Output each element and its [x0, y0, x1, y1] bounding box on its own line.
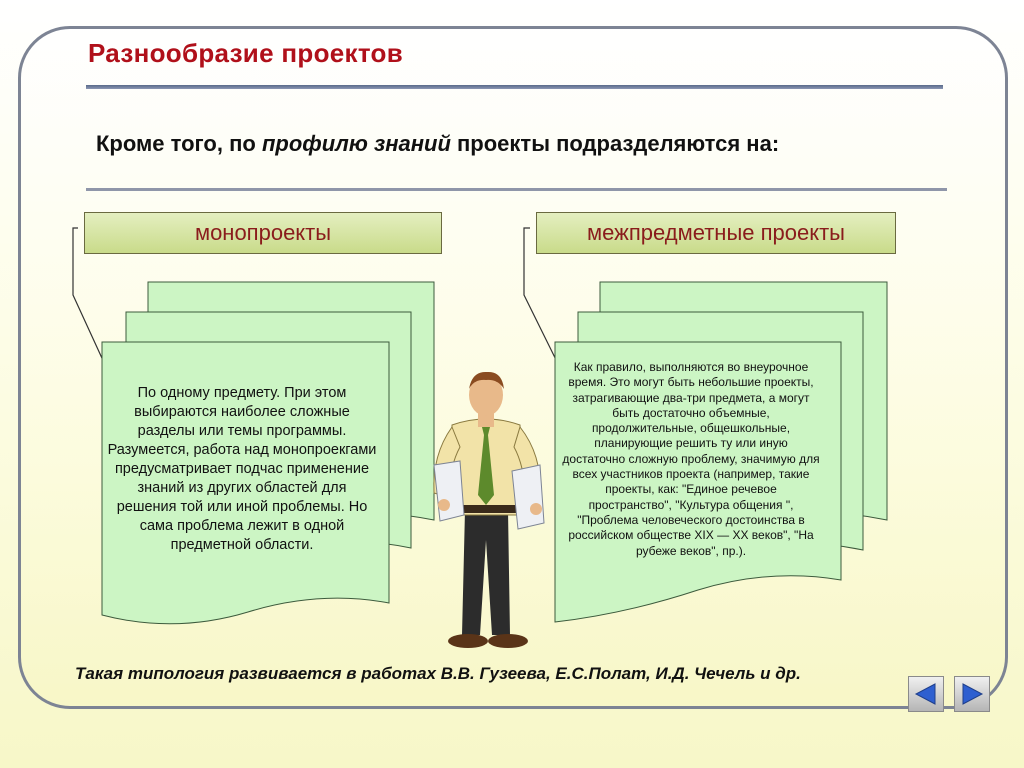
subtitle-part-1: Кроме того, по: [96, 131, 262, 156]
triangle-left-icon: [909, 677, 943, 711]
man-with-papers-illustration: [420, 365, 555, 655]
next-slide-button[interactable]: [954, 676, 990, 712]
footer-note: Такая типология развивается в работах В.В. Гузеева, Е.С.Полат, И.Д. Чечель и др.: [75, 664, 801, 683]
mono-description: По одному предмету. При этом выбираются наиболее сложные разделы или темы программы. Разумеется, работа над монопроекгами предусматривает подчас применение знаний из других областей для решения той или иной проблемы. Но сама проблема лежит в одной предметной области.: [107, 385, 377, 553]
mono-projects-label: монопроекты: [84, 212, 442, 254]
inter-description: Как правило, выполняются во внеурочное время. Это могут быть небольшие проекты, затрагивающие два-три предмета, а могут быть достаточно объемные, продолжительные, общешкольные, планирующие решить ту или иную достаточно сложную проблему, значимую для всех участников проекта (например, такие проекты, как: "Единое речевое пространство", "Культура общения ", "Проблема человеческого достоинства в российском обществе XIX — XX веков", "На рубеже веков", пр.).: [562, 360, 820, 558]
slide-title: Разнообразие проектов: [88, 38, 403, 68]
subtitle-emphasis: профилю знаний: [261, 131, 451, 156]
triangle-right-icon: [955, 677, 989, 711]
subtitle-part-2: проекты подразделяются на:: [450, 131, 780, 156]
previous-slide-button[interactable]: [908, 676, 944, 712]
inter-projects-label: межпредметные проекты: [536, 212, 896, 254]
